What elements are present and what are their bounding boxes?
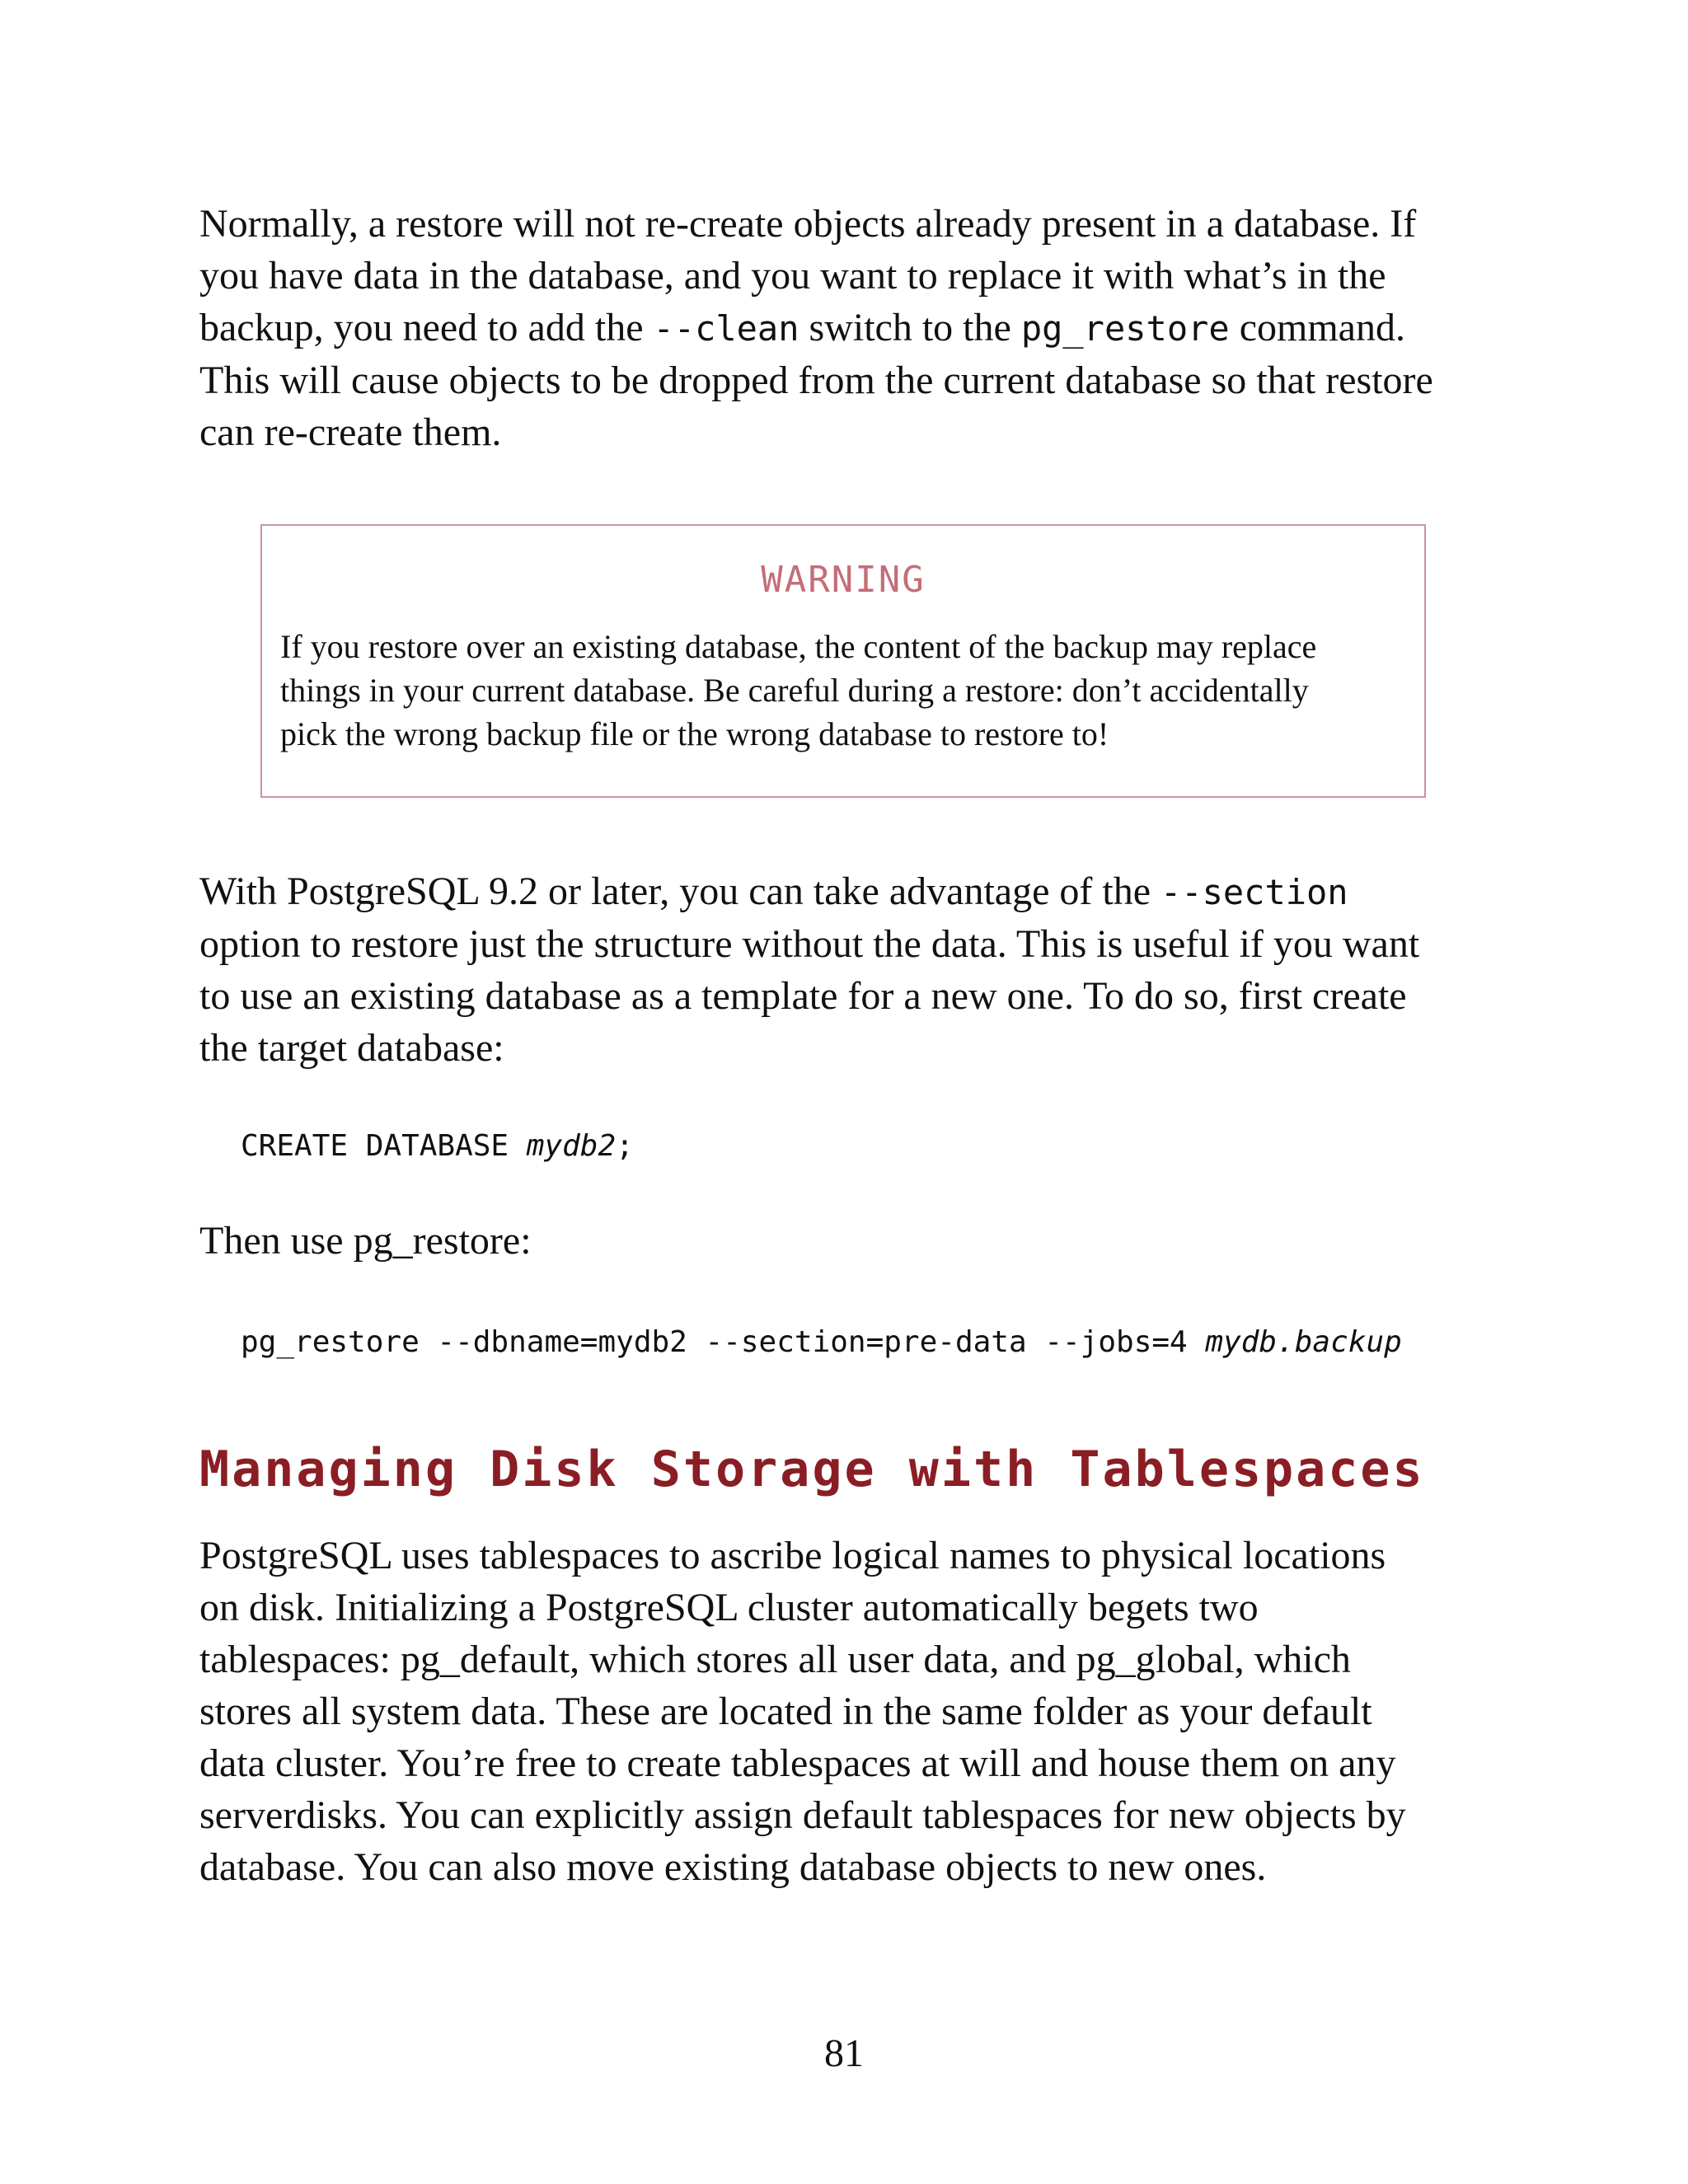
text-line: on disk. Initializing a PostgreSQL cluster automatically begets two: [199, 1586, 1259, 1629]
text-line: can re-create them.: [199, 410, 502, 454]
text-line: serverdisks. You can explicitly assign default tablespaces for new objects by: [199, 1793, 1406, 1837]
code-block-create-database: [241, 1129, 634, 1163]
text-line: stores all system data. These are located in the same folder as your default: [199, 1690, 1372, 1733]
text-line: PostgreSQL uses tablespaces to ascribe logical names to physical locations: [199, 1534, 1386, 1577]
code-placeholder: mydb2: [526, 1129, 617, 1163]
text-segment: With PostgreSQL 9.2 or later, you can take advantage of the: [199, 869, 1161, 913]
text-line: [199, 865, 1502, 918]
paragraph-section-option: [199, 865, 1502, 1074]
text-segment: switch to the: [799, 306, 1021, 349]
paragraph-restore-clean: [199, 198, 1502, 458]
text-line: data cluster. You’re free to create tablespaces at will and house them on any: [199, 1741, 1396, 1785]
code-text: [241, 1325, 1402, 1359]
text-line: to use an existing database as a template for a new one. To do so, first create: [199, 974, 1407, 1018]
section-heading: Managing Disk Storage with Tablespaces: [199, 1441, 1425, 1498]
code-text: [241, 1129, 634, 1163]
paragraph-then-use: Then use pg_restore:: [199, 1219, 532, 1263]
inline-code-pg-restore: pg_restore: [1020, 308, 1230, 349]
code-segment: ;: [616, 1129, 634, 1163]
text-line: Normally, a restore will not re-create objects already present in a database. If: [199, 202, 1417, 246]
warning-callout: [260, 524, 1426, 798]
text-line: you have data in the database, and you want to replace it with what’s in the: [199, 254, 1386, 298]
inline-code-section: --section: [1160, 872, 1348, 912]
code-segment: CREATE DATABASE: [241, 1129, 527, 1163]
text-segment: backup, you need to add the: [199, 306, 654, 349]
code-placeholder: mydb.backup: [1205, 1325, 1402, 1359]
page-number: 81: [824, 2032, 864, 2075]
warning-body: [280, 625, 1409, 756]
text-line: If you restore over an existing database, the content of the backup may replace: [280, 628, 1317, 665]
code-segment: pg_restore --dbname=mydb2 --section=pre-data --jobs=4: [241, 1325, 1206, 1359]
text-line: things in your current database. Be careful during a restore: don’t accidentally: [280, 672, 1309, 709]
text-segment: command.: [1229, 306, 1405, 349]
text-line: tablespaces: pg_default, which stores all user data, and pg_global, which: [199, 1638, 1351, 1681]
text-line: option to restore just the structure without the data. This is useful if you want: [199, 922, 1420, 966]
code-block-pg-restore: [241, 1325, 1402, 1359]
text-line: [199, 302, 1502, 354]
warning-title: WARNING: [761, 559, 926, 601]
text-line: database. You can also move existing database objects to new ones.: [199, 1845, 1267, 1889]
text-line: This will cause objects to be dropped from the current database so that restore: [199, 359, 1433, 402]
text-line: the target database:: [199, 1026, 504, 1070]
text-line: pick the wrong backup file or the wrong database to restore to!: [280, 715, 1109, 752]
inline-code-clean: --clean: [653, 308, 799, 349]
paragraph-tablespaces: [199, 1530, 1502, 1893]
